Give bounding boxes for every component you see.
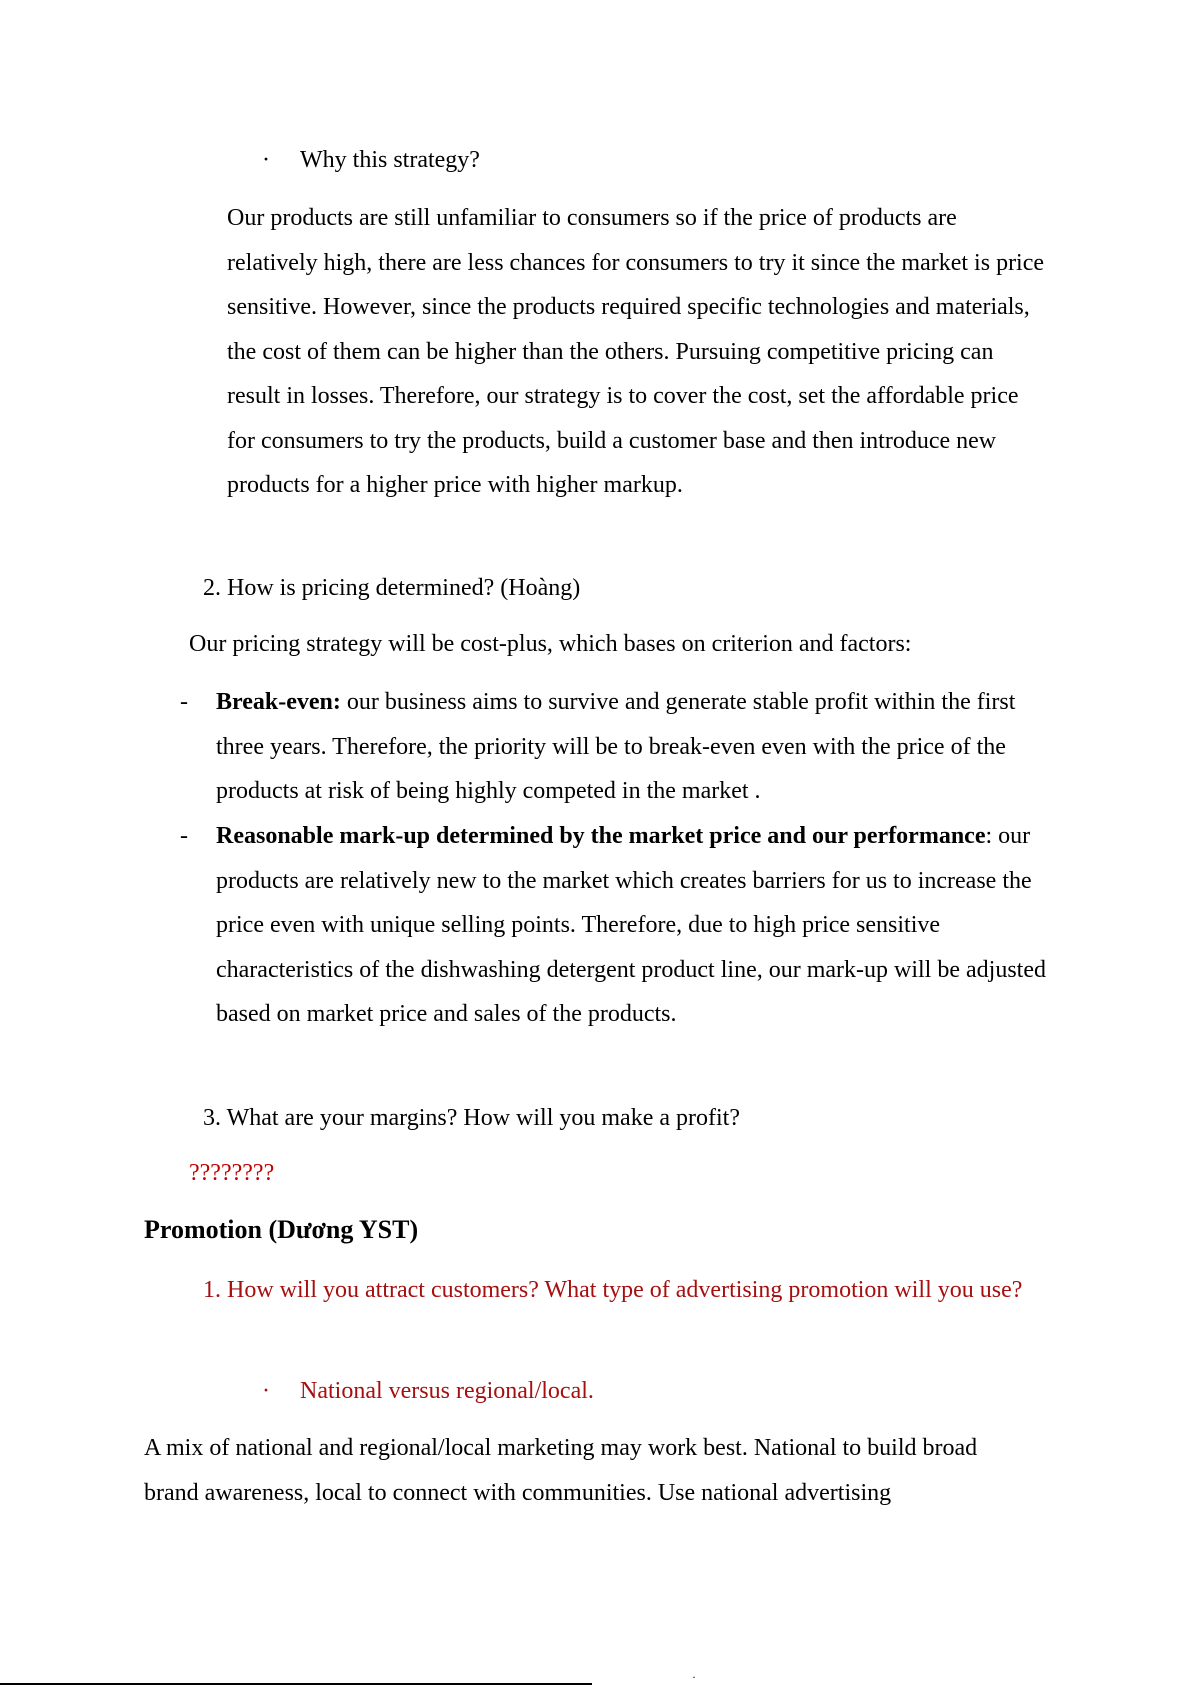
list-item-text: : our products are relatively new to the market which creates barriers for us to increase the price even with unique selling points. Therefore, due to high price sensitive characteristics of the dishwashing detergent product line, our mark-up will be adjusted based on market price and sales of the products.: [216, 823, 1046, 1027]
why-strategy-title: Why this strategy?: [300, 147, 480, 173]
promotion-body: A mix of national and regional/local marketing may work best. National to build broad brand awareness, local to connect with communities. Use national advertising: [144, 1435, 978, 1506]
q3-placeholder: ????????: [189, 1160, 275, 1186]
promotion-sub: National versus regional/local.: [300, 1378, 594, 1404]
list-item-break-even: [216, 680, 1051, 814]
q2-intro: Our pricing strategy will be cost-plus, which bases on criterion and factors:: [189, 631, 912, 657]
list-item-markup: [216, 814, 1051, 1037]
q2-title: 2. How is pricing determined? (Hoàng): [203, 575, 581, 601]
list-dash: -: [180, 823, 188, 849]
list-item-text: our business aims to survive and generate stable profit within the first three years. Therefore, the priority will be to break-even even with the price of the products at risk of being highly competed in the market .: [216, 689, 1016, 804]
bullet-dot: ·: [262, 147, 270, 173]
q3-title: 3. What are your margins? How will you make a profit?: [203, 1105, 740, 1131]
footer-mark: ·: [692, 1670, 696, 1684]
list-dash: -: [180, 689, 188, 715]
list-item-bold: Break-even:: [216, 689, 341, 715]
promotion-q1: 1. How will you attract customers? What type of advertising promotion will you use?: [203, 1277, 1023, 1303]
promotion-heading: Promotion (Dương YST): [144, 1215, 419, 1244]
bullet-dot: ·: [262, 1378, 270, 1404]
list-item-bold: Reasonable mark-up determined by the market price and our performance: [216, 823, 986, 849]
why-strategy-body: Our products are still unfamiliar to consumers so if the price of products are relatively high, there are less chances for consumers to try it since the market is price sensitive. However, since the products required specific technologies and materials, the cost of them can be higher than the others. Pursuing competitive pricing can result in losses. Therefore, our strategy is to cover the cost, set the affordable price for consumers to try the products, build a customer base and then introduce new products for a higher price with higher markup.: [227, 205, 1045, 498]
